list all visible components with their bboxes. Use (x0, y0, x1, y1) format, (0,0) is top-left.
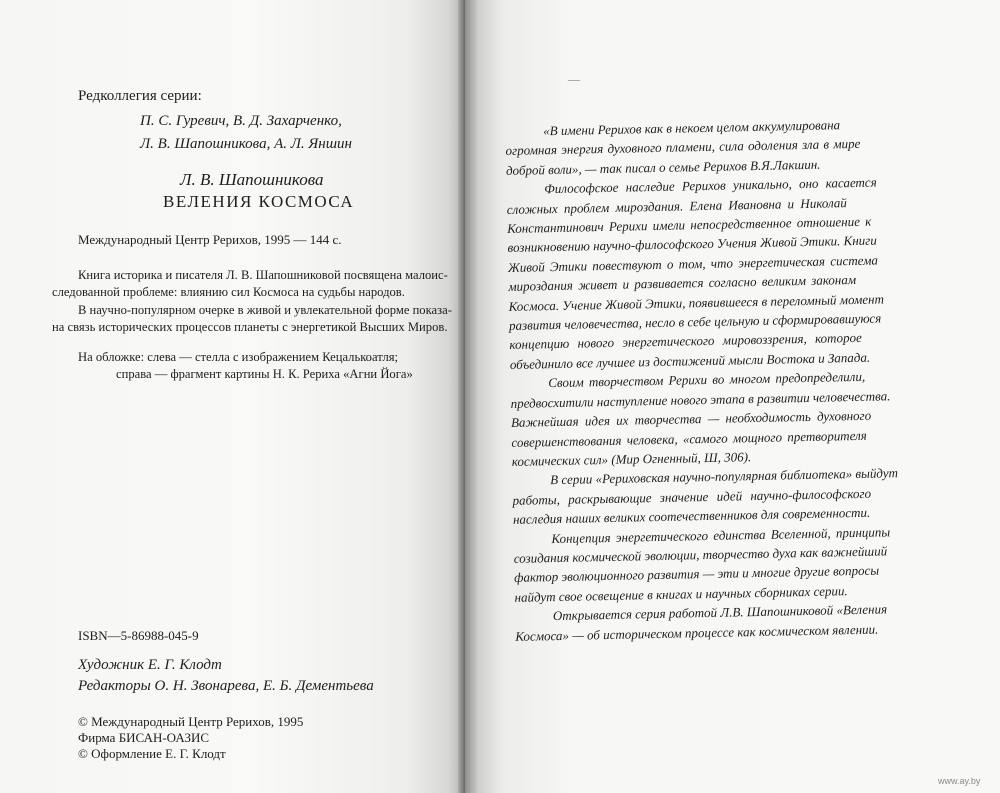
foreword-line: предвосхитили наступление нового этапа в развитии человечества. (510, 388, 891, 411)
cover-note-line: справа — фрагмент картины Н. К. Рериха «Агни Йога» (116, 367, 413, 382)
watermark: www.ay.by (938, 776, 981, 786)
series-board-names (140, 110, 352, 156)
foreword-line: найдут свое освещение в книгах и научных сборниках серии. (514, 582, 848, 605)
foreword-line: возникновению научно-философского Учения Живой Этики. Книги (507, 233, 877, 256)
foreword-line: мироздания живет и развивается согласно великим законам (508, 272, 857, 295)
foreword-line: фактор эволюционного развития — эти и многие другие вопросы (513, 562, 880, 586)
foreword-line: Важнейшая идея их творчества — необходимость духовного (510, 407, 872, 431)
foreword-line: концепцию нового энергетического мировоззрения, которое (509, 330, 862, 353)
imprint: Международный Центр Рерихов, 1995 — 144 с. (78, 232, 342, 247)
foreword (505, 112, 995, 645)
isbn: ISBN—5-86988-045-9 (78, 628, 199, 643)
editors-credit: Редакторы О. Н. Звонарева, Е. Б. Дементьева (78, 678, 374, 694)
foreword-line: развития человечества, несло в себе цельную и сформировавшуюся (508, 310, 882, 334)
annotation (52, 267, 463, 383)
copyright-line: © Международный Центр Рерихов, 1995 (78, 714, 304, 729)
artist-credit: Художник Е. Г. Клодт (78, 657, 222, 673)
foreword-line: сложных проблем мироздания. Елена Ивановна и Николай (506, 194, 847, 217)
annotation-line: следованной проблеме: влиянию сил Космоса на судьбы народов. (52, 285, 405, 300)
foreword-line: Своим творчеством Рерихи во многом предопределили, (548, 369, 866, 391)
copyright-line: Фирма БИСАН-ОАЗИС (78, 730, 210, 745)
author-name: Л. В. Шапошникова (180, 170, 324, 189)
series-board-names-line: Л. В. Шапошникова, А. Л. Яншин (140, 136, 352, 152)
series-board-title: Редколлегия серии: (78, 88, 202, 104)
foreword-line: Открывается серия работой Л.В. Шапошниковой «Веления (552, 601, 888, 624)
left-page (0, 0, 463, 793)
cover-note-line: На обложке: слева — стелла с изображением Кецалькоатля; (78, 349, 399, 364)
foreword-line: Космоса. Учение Живой Этики, появившееся в переломный момент (508, 291, 885, 314)
foreword-line: совершенствования человека, «самого мощного претворителя (511, 427, 867, 450)
annotation-line: на связь исторических процессов планеты с энергетикой Высших Миров. (52, 320, 448, 335)
book-title: ВЕЛЕНИЯ КОСМОСА (163, 192, 355, 211)
foreword-line: Константинович Рерихи имели непосредственное отношение к (506, 213, 872, 237)
foreword-line: «В имени Рерихов как в некоем целом аккумулирована (543, 117, 841, 139)
annotation-line: В научно-популярном очерке в живой и увлекательной форме показа- (78, 302, 452, 317)
copyright-line: © Оформление Е. Г. Клодт (78, 746, 226, 761)
foreword-line: космических сил» (Мир Огненный, Ш, 306). (511, 449, 752, 469)
foreword-line: объединило все лучшее из достижений мысли Востока и Запада. (509, 349, 871, 372)
copyright-block (78, 714, 303, 762)
foreword-line: Живой Этики повествуют о том, что энергетическая система (507, 252, 879, 275)
annotation-line: Книга историка и писателя Л. В. Шапошниковой посвящена малоис- (78, 268, 448, 282)
foreword-line: Философское наследие Рерихов уникально, оно касается (544, 174, 877, 197)
foreword-line: доброй воли», — так писал о семье Рерихов В.Я.Лакшин. (505, 156, 821, 178)
foreword-line: работы, раскрывающие значение идей научно-философского (512, 485, 872, 508)
foreword-line: огромная энергия духовного пламени, сила одоления зла в мире (505, 136, 861, 159)
series-board-names-line: П. С. Гуревич, В. Д. Захарченко, (140, 113, 342, 129)
foreword-line: наследия наших великих соотечественников для современности. (512, 504, 871, 528)
foreword-line: созидания космической эволюции, творчество духа как важнейший (513, 543, 888, 566)
foreword-line: Космоса» — об историческом процессе как космическом явлении. (515, 621, 879, 644)
page-top-mark: — (568, 72, 580, 86)
foreword-line: В серии «Рериховская научно-популярная библиотека» выйдут (550, 465, 899, 488)
foreword-line: Концепция энергетического единства Вселенной, принципы (551, 523, 891, 546)
